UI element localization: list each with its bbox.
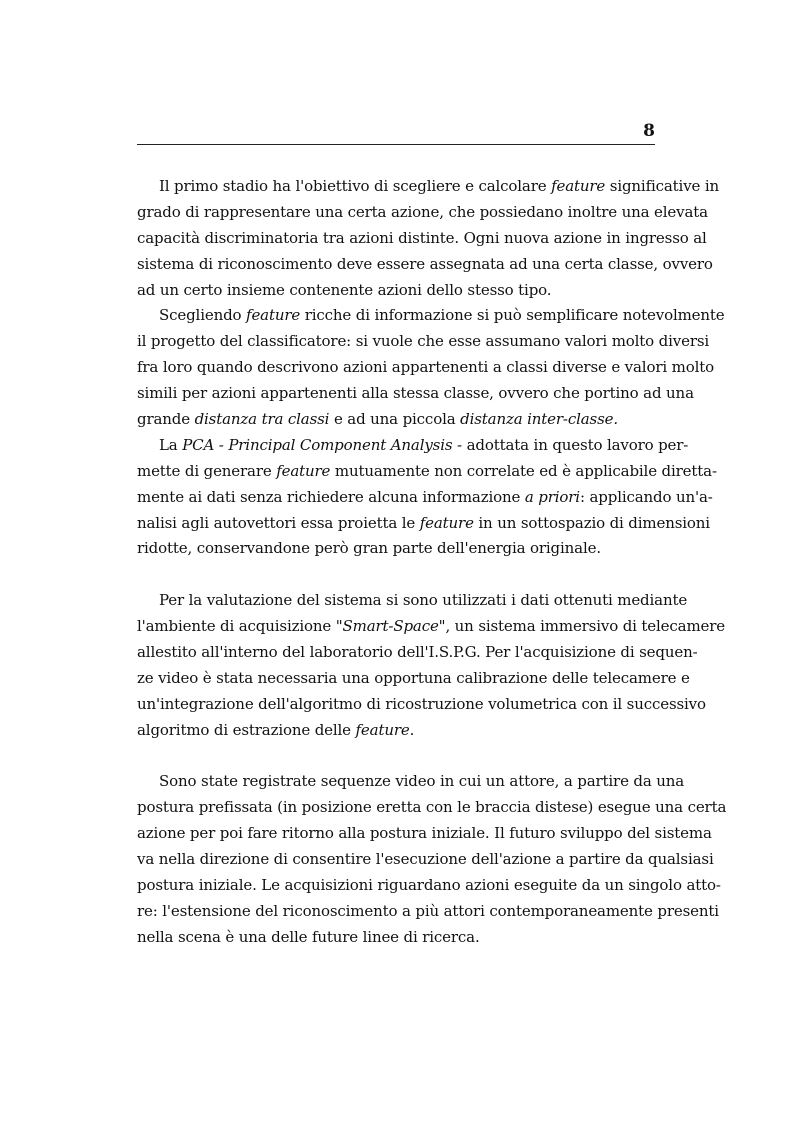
text-span: grande bbox=[137, 410, 195, 429]
italic-term: distanza inter-classe. bbox=[460, 410, 618, 429]
paragraph-gap bbox=[137, 744, 655, 770]
text-span: nella scena è una delle future linee di ricerca. bbox=[137, 927, 480, 946]
paragraph bbox=[137, 174, 720, 303]
text-span: Per la valutazione del sistema si sono utilizzati i dati ottenuti mediante bbox=[159, 591, 688, 610]
text-span: postura iniziale. Le acquisizioni riguardano azioni eseguite da un singolo atto- bbox=[137, 876, 721, 895]
paragraph bbox=[137, 433, 717, 562]
text-line bbox=[137, 718, 655, 744]
text-line bbox=[137, 588, 688, 614]
text-span: : applicando un'a- bbox=[579, 487, 713, 506]
text-line bbox=[137, 485, 713, 511]
text-span: algoritmo di estrazione delle bbox=[137, 720, 356, 739]
italic-term: feature bbox=[246, 306, 301, 325]
text-span: Sono state registrate sequenze video in cui un attore, a partire da una bbox=[159, 772, 685, 791]
text-line bbox=[137, 873, 721, 899]
text-line bbox=[137, 200, 708, 226]
text-span: , un sistema immersivo di telecamere bbox=[445, 617, 725, 636]
italic-term: a priori bbox=[524, 487, 580, 506]
text-line bbox=[137, 614, 725, 640]
text-span: sistema di riconoscimento deve essere assegnata ad una certa classe, ovvero bbox=[137, 254, 713, 273]
text-span: mente ai dati senza richiedere alcuna informazione bbox=[137, 487, 525, 506]
body-text bbox=[137, 174, 727, 951]
text-line bbox=[137, 899, 719, 925]
paragraph bbox=[137, 769, 727, 950]
text-span: adottata in questo lavoro per- bbox=[461, 435, 689, 454]
text-span: ridotte, conservandone però gran parte dell'energia originale. bbox=[137, 539, 601, 558]
text-span: e ad una piccola bbox=[329, 410, 461, 429]
text-line bbox=[137, 795, 727, 821]
text-span: mette di generare bbox=[137, 461, 277, 480]
text-line bbox=[137, 278, 655, 304]
text-span: il progetto del classificatore: si vuole che esse assumano valori molto diversi bbox=[137, 332, 710, 351]
italic-term: PCA - Principal Component Analysis - bbox=[182, 435, 462, 454]
text-line bbox=[137, 381, 694, 407]
text-span: La bbox=[159, 435, 183, 454]
paragraph bbox=[137, 303, 725, 432]
text-span: Il primo stadio ha l'obiettivo di scegliere e calcolare bbox=[159, 177, 552, 195]
text-span: l'ambiente di acquisizione bbox=[137, 617, 336, 636]
text-span: grado di rappresentare una certa azione, che possiedano inoltre una elevata bbox=[137, 202, 708, 221]
text-line bbox=[137, 536, 655, 562]
text-line bbox=[137, 847, 714, 873]
text-line bbox=[137, 303, 725, 329]
text-line bbox=[137, 433, 689, 459]
text-line bbox=[137, 459, 717, 485]
text-line bbox=[137, 252, 713, 278]
text-span: . bbox=[409, 720, 415, 739]
italic-term: feature bbox=[551, 177, 606, 195]
text-span: significative in bbox=[605, 177, 720, 195]
text-span: azione per poi fare ritorno alla postura iniziale. Il futuro sviluppo del sistema bbox=[137, 824, 712, 843]
text-span: re: l'estensione del riconoscimento a più attori contemporaneamente presenti bbox=[137, 901, 719, 920]
text-line bbox=[137, 329, 710, 355]
text-span: mutuamente non correlate ed è applicabile diretta- bbox=[330, 461, 717, 480]
text-span: ricche di informazione si può semplificare notevolmente bbox=[300, 306, 725, 325]
italic-term: "Smart-Space" bbox=[335, 617, 446, 636]
text-line bbox=[137, 821, 712, 847]
italic-term: feature bbox=[419, 513, 474, 532]
text-span: va nella direzione di consentire l'esecuzione dell'azione a partire da qualsiasi bbox=[137, 850, 714, 869]
text-span: un'integrazione dell'algoritmo di ricostruzione volumetrica con il successivo bbox=[137, 694, 706, 713]
text-span: simili per azioni appartenenti alla stessa classe, ovvero che portino ad una bbox=[137, 384, 694, 403]
text-line bbox=[137, 511, 710, 537]
text-span: in un sottospazio di dimensioni bbox=[473, 513, 710, 532]
text-line bbox=[137, 666, 690, 692]
text-span: ze video è stata necessaria una opportuna calibrazione delle telecamere e bbox=[137, 668, 690, 687]
text-span: ad un certo insieme contenente azioni dello stesso tipo. bbox=[137, 280, 552, 299]
paragraph bbox=[137, 588, 725, 743]
page-header bbox=[137, 120, 655, 145]
text-line bbox=[137, 769, 685, 795]
text-span: Scegliendo bbox=[159, 306, 247, 325]
text-line bbox=[137, 640, 698, 666]
italic-term: distanza tra classi bbox=[194, 410, 330, 429]
text-line bbox=[137, 226, 707, 252]
text-line bbox=[137, 692, 706, 718]
text-span: fra loro quando descrivono azioni appartenenti a classi diverse e valori molto bbox=[137, 358, 714, 377]
text-line bbox=[137, 174, 720, 200]
paragraph-gap bbox=[137, 562, 655, 588]
text-line bbox=[137, 925, 655, 951]
italic-term: feature bbox=[276, 461, 331, 480]
text-span: postura prefissata (in posizione eretta con le braccia distese) esegue una certa bbox=[137, 798, 727, 817]
text-span: capacità discriminatoria tra azioni distinte. Ogni nuova azione in ingresso al bbox=[137, 228, 707, 247]
page-number: 8 bbox=[643, 121, 655, 141]
text-line bbox=[137, 355, 714, 381]
text-line bbox=[137, 407, 655, 433]
text-span: nalisi agli autovettori essa proietta le bbox=[137, 513, 420, 532]
text-span: allestito all'interno del laboratorio dell'I.S.P.G. Per l'acquisizione di sequen- bbox=[137, 643, 698, 662]
italic-term: feature bbox=[355, 720, 410, 739]
